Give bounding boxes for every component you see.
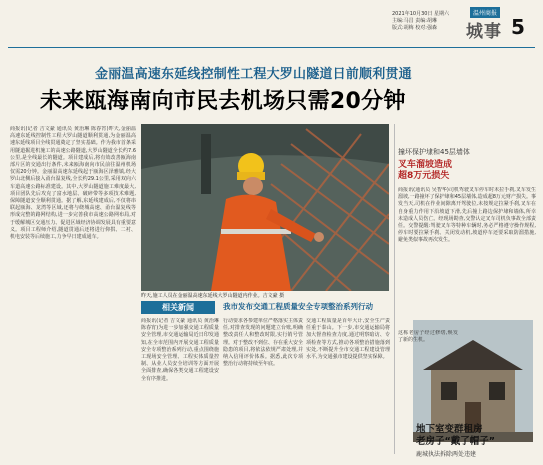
side-headline-line1: 叉车溜坡造成 bbox=[398, 160, 453, 170]
worker-hand bbox=[314, 232, 324, 242]
main-kicker: 金丽温高速东延线控制性工程大罗山隧道日前顺利贯通 bbox=[95, 67, 412, 82]
worker-face bbox=[243, 177, 263, 195]
lower-headline-line2: 老房子“戴了帽子” bbox=[416, 436, 495, 447]
uniform-stripe bbox=[221, 229, 291, 234]
main-story-body: 商报讯(记者 吉文豪 通讯员 黄治琳 陈春宵)昨天,金丽温高速东延线控制性工程大罗山隧道顺利贯通,为金丽温高速东延线项目全线贯通奠定了坚实基础。作为我市首条采用隧道掘进机施工的高速公路隧道,大罗山隧道全长约7.6公里,是全线最长的隧道。项目建成后,将有效改善瓯海南部片区的交通出行条件,未来瓯海南向市民前往温州机场仅需20分钟。金丽温高速东延线起于瓯海区泽雅镇,经大罗山北侧后接入甬台温复线,全长约29.1公里,采用双向六车道高速公路标准建设。其中,大罗山隧道施工难度最大,项目团队先后攻克了富水地层、破碎带等多项技术难题,保障隧道安全顺利贯通。据了解,东延线建成后,不仅将串联起瓯海、龙湾等区域,还将与绕城高速、甬台温复线等形成完整的路网结构,进一步完善我市高速公路网布局,对于缓解城区交通压力、促进区域经济协调发展具有重要意义。项目工程师介绍,隧道贯通后还将进行仰拱、二衬、机电安装等后续施工,力争早日建成通车。 bbox=[10, 126, 136, 241]
related-body-col3: 交通工程质量是百年大计,安全生产责任重于泰山。下一步,市交通运输局将加大督查检查力度,通过明察暗访、专项检查等方式,推动各项整治措施落到实处,不断提升全市交通工程建设管理水平,为交通强市建设提供坚实保障。 bbox=[306, 318, 390, 361]
related-body-col2: 行动要求各参建单位严格落实主体责任,对排查发现的问题建立台账,明确整改责任人和整改时限,实行销号管理。对于整改不到位、存在重大安全隐患的项目,将依法依规严肃处理,并纳入信用评价体系。据悉,此次专项整治行动将持续至年底。 bbox=[223, 318, 303, 368]
lower-headline-line1: 地下室变群租房 bbox=[416, 424, 483, 435]
right-photo-caption: 这栋老房子经过修缮,焕发了新的生机。 bbox=[398, 330, 458, 344]
side-story-body: 商报讯(通讯员 吴智华)司机驾驶叉车停车时未拉手刹,叉车发生溜坡,一路撞坏了保护埭和45层墙体,造成超8万元财产损失。事发当天,司机在作业间隙离开驾驶位,未按规定拉紧手刹,叉车在自身重力作用下沿坡道下滑,先后撞上路边保护埭和墙体,所幸未造成人员伤亡。经现场勘查,交警认定叉车司机负事故全部责任。交警提醒:驾驶叉车等特种车辆时,务必严格遵守操作规程,停车时要拉紧手刹、关闭发动机,坡道停车还要采取防溜措施,避免类似事故再次发生。 bbox=[398, 187, 536, 244]
header-divider bbox=[8, 47, 535, 48]
lower-story-headline bbox=[416, 424, 536, 448]
page-number: 5 bbox=[511, 15, 525, 39]
side-headline-line2: 超8万元损失 bbox=[398, 171, 450, 181]
photo-illustration bbox=[141, 124, 389, 291]
column-divider bbox=[394, 124, 395, 454]
related-news-title: 我市发布交通工程质量安全专项整治系列行动 bbox=[223, 302, 373, 311]
side-story-headline bbox=[398, 160, 452, 182]
pub-date: 2021年10月30日 星期六 bbox=[392, 11, 450, 17]
related-body-col1: 商报讯(记者 吉文豪 通讯员 黄治琳 陈春宵)为进一步加强交通工程质量安全管理,市交通运输局近日印发通知,在全市范围内开展交通工程质量安全专项整治系列行动,重点围绕施工现场安全管理、工程实体质量控制、从业人员安全培训等方面开展全面排查,确保各类交通工程建设安全有序推进。 bbox=[141, 318, 219, 382]
related-news-tag: 相关新闻 bbox=[141, 301, 215, 314]
window-left bbox=[441, 382, 457, 400]
background-figure bbox=[201, 134, 211, 194]
section-title: 城事 bbox=[466, 22, 502, 42]
side-story-kicker: 撞坏保护埭和45层墙体 bbox=[398, 148, 470, 156]
pub-editors: 主编:马昌 责编:胡琳 bbox=[392, 18, 437, 24]
window-right bbox=[489, 382, 505, 400]
photo-caption: 昨天,施工人员在金丽温高速东延线大罗山隧道内作业。吉文豪 摄 bbox=[141, 293, 285, 299]
main-headline: 未来瓯海南向市民去机场只需20分钟 bbox=[40, 89, 406, 114]
lower-story-subhead: 鹿城执法拆除两处违建 bbox=[416, 451, 477, 458]
tunnel-worker-photo bbox=[141, 124, 389, 291]
paper-name-badge: 温州商报 bbox=[470, 7, 500, 18]
pub-layout: 版式:胡梅 校对:强森 bbox=[392, 25, 437, 31]
